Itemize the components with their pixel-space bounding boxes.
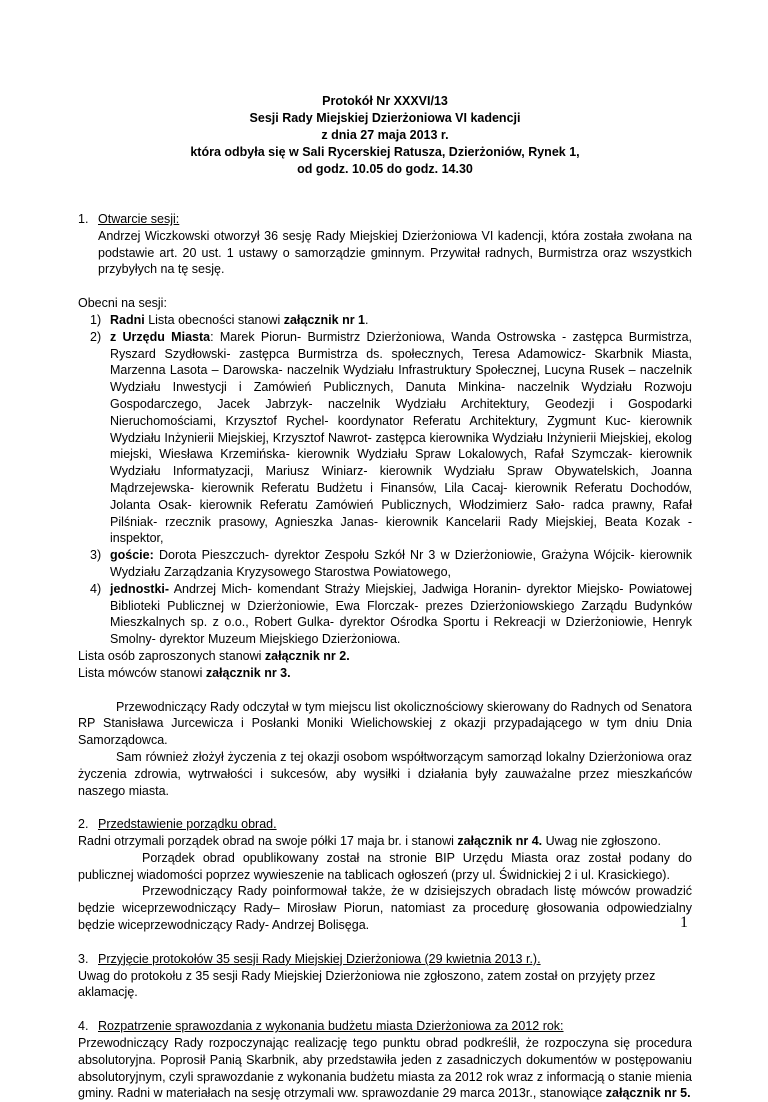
section-1	[78, 211, 692, 278]
document-page	[78, 0, 692, 1102]
paragraph: Porządek obrad opublikowany został na stronie BIP Urzędu Miasta oraz został podany do publicznej wiadomości poprzez wywieszenie na tablicach ogłoszeń (przy ul. Świdnickiej 2 i ul. Krasickiego).	[78, 850, 692, 882]
section-title: Przedstawienie porządku obrad.	[98, 817, 277, 832]
paragraph: Przewodniczący Rady odczytał w tym miejscu list okolicznościowy skierowany do Radnych od Senatora RP Stanisława Jurcewicza i Posłanki Moniki Wielichowskiej z okazji przypadającego w tym dniu Dnia Samorządowca.	[78, 699, 692, 748]
section-2	[78, 816, 692, 934]
section-text: Andrzej Wiczkowski otworzył 36 sesję Rady Miejskiej Dzierżoniowa VI kadencji, która została zwołana na podstawie art. 20 ust. 1 ustawy o samorządzie gminnym. Przywitał radnych, Burmistrza oraz wszystkich przybyłych na tę sesję.	[98, 228, 692, 277]
header-title: Protokół Nr XXXVI/13	[322, 94, 448, 108]
header-location: która odbyła się w Sali Rycerskiej Ratusza, Dzierżoniów, Rynek 1,	[190, 145, 580, 159]
page-number: 1	[680, 914, 688, 931]
section-title: Otwarcie sesji:	[98, 212, 180, 226]
attendance-item: 1) Radni Lista obecności stanowi załącznik nr 1.	[90, 312, 369, 327]
section-number: 2.	[78, 817, 89, 832]
section-text: Przewodniczący Rady rozpoczynając realizację tego punktu obrad podkreślił, że rozpoczyna się procedura absolutoryjna. Poprosił Panią Skarbnik, aby przedstawiła jeden z zasadniczych dokumentów w postępowaniu absolutoryjnym, czyli sprawozdanie z wykonania budżetu miasta za 2012 rok wraz z informacją o stanie mienia gminy. Radni w materiałach na sesję otrzymali ww. sprawozdanie 29 marca 2013r., stanowiące załącznik nr 5.	[78, 1036, 692, 1101]
section-number: 1.	[78, 212, 89, 226]
section-text: Uwag do protokołu z 35 sesji Rady Miejskiej Dzierżoniowa nie zgłoszono, zatem został on przyjęty przez aklamację.	[78, 968, 656, 1000]
header-session: Sesji Rady Miejskiej Dzierżoniowa VI kadencji	[249, 111, 521, 125]
attendance-label: Obecni na sesji:	[78, 296, 167, 311]
section-number: 4.	[78, 1019, 89, 1034]
attendance-item: 4) jednostki- Andrzej Mich- komendant Straży Miejskiej, Jadwiga Horanin- dyrektor Miejsko- Powiatowej Biblioteki Publicznej w Dzierżoniowie, Ewa Florczak- prezes Dzierżoniowskiego Zarządu Budynków Mieszkalnych sp. z o.o., Robert Gulka- dyrektor Ośrodka Sportu i Rekreacji w Dzierżoniowie, Henryk Smolny- dyrektor Muzeum Miejskiego Dzierżoniowa.	[90, 581, 692, 647]
attendance-item: 3) goście: Dorota Pieszczuch- dyrektor Zespołu Szkół Nr 3 w Dzierżoniowie, Grażyna Wójcik- kierownik Wydziału Zarządzania Kryzysowego Starostwa Powiatowego,	[90, 548, 692, 579]
attendance-item: 2) z Urzędu Miasta: Marek Piorun- Burmistrz Dzierżoniowa, Wanda Ostrowska - zastępca Burmistrza, Ryszard Szydłowski- zastępca Burmistrza ds. społecznych, Teresa Adamowicz- Skarbnik Miasta, Marzenna Lasota – Darowska- naczelnik Wydziału Infrastruktury Społecznej, Lucyna Rusek – naczelnik Wydziału Inwestycji i Zamówień Publicznych, Danuta Minkina- naczelnik Wydziału Rozwoju Gospodarczego, Jacek Jabrzyk- naczelnik Wydziału Architektury, Geodezji i Gospodarki Nieruchomościami, Krzysztof Rychel- koordynator Referatu Architektury, Zygmunt Kuc- kierownik Wydziału Inżynierii Miejskiej, Krzysztof Nawrot- zastępca kierownika Wydziału Inżynierii Miejskiej, ekolog miejski, Wiesława Krzemińska- kierownik Wydziału Spraw Lokalowych, Rafał Szymczak- kierownik Wydziału Informatyzacji, Mariusz Winiarz- kierownik Wydziału Spraw Obywatelskich, Joanna Mądrzejewska- kierownik Referatu Budżetu i Finansów, Lila Cacaj- kierownik Referatu Dochodów, Jolanta Osak- kierownik Referatu Zamówień Publicznych, Włodzimierz Sało- radca prawny, Rafał Pilśniak- rzecznik prasowy, Agnieszka Janas- kierownik Kancelarii Rady Miejskiej, Beata Kozak - inspektor,	[90, 329, 692, 546]
guests-list-note: Lista osób zaproszonych stanowi załącznik nr 2.	[78, 648, 350, 663]
header-date: z dnia 27 maja 2013 r.	[321, 128, 449, 142]
section-title: Przyjęcie protokołów 35 sesji Rady Miejskiej Dzierżoniowa (29 kwietnia 2013 r.).	[98, 951, 541, 966]
header-time: od godz. 10.05 do godz. 14.30	[297, 162, 473, 176]
paragraph: Przewodniczący Rady poinformował także, że w dzisiejszych obradach listę mówców prowadzić będzie wiceprzewodniczący Rady– Mirosław Piorun, natomiast za procedurę głosowania odpowiedzialny będzie wiceprzewodniczący Rady- Andrzej Bolisęga.	[78, 884, 692, 933]
speakers-list-note: Lista mówców stanowi załącznik nr 3.	[78, 665, 291, 680]
protocol-header	[78, 93, 692, 178]
speech-paragraphs	[78, 699, 692, 800]
section-title: Rozpatrzenie sprawozdania z wykonania budżetu miasta Dzierżoniowa za 2012 rok:	[98, 1019, 564, 1034]
section-text: Radni otrzymali porządek obrad na swoje półki 17 maja br. i stanowi załącznik nr 4. Uwag nie zgłoszono.	[78, 834, 661, 849]
paragraph: Sam również złożył życzenia z tej okazji osobom współtworzącym samorząd lokalny Dzierżoniowa oraz życzenia zdrowia, wytrwałości i sukcesów, aby wysiłki i działania były zauważalne przez mieszkańców naszego miasta.	[78, 749, 692, 798]
section-4	[78, 1018, 692, 1102]
attendance	[78, 295, 692, 681]
section-number: 3.	[78, 951, 89, 966]
